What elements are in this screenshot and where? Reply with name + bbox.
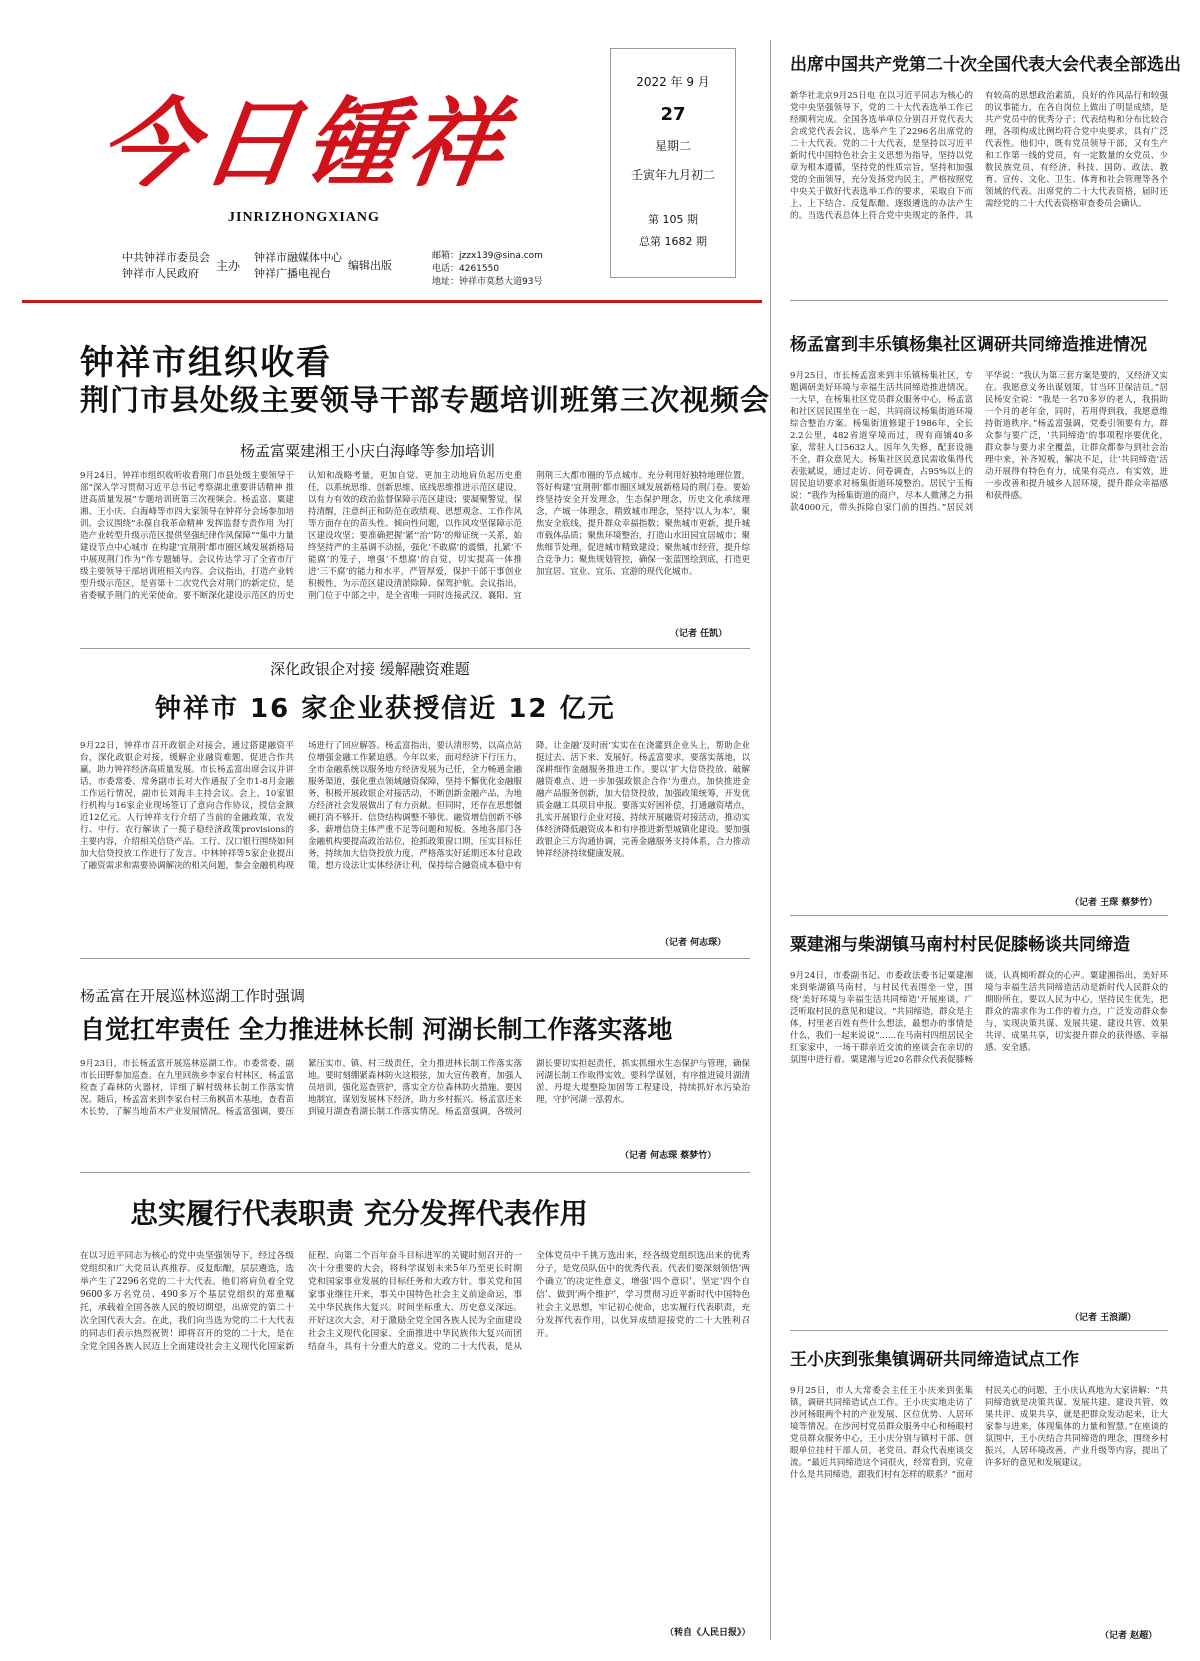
issue-weekday: 星期二 — [654, 139, 691, 153]
organizers — [122, 250, 392, 282]
publish-label: 编辑出版 — [348, 259, 393, 272]
issue-total: 总第 1682 期 — [639, 235, 707, 248]
right3-body: 9月24日，市委副书记、市委政法委书记粟建湘来到柴湖镇马南村，与村民代表围坐一堂，围绕‘美好环境与幸福生活共同缔造’开展座谈，广泛听取村民的意见和建议。“共同缔造，群众是主体，村里老百姓有些什么想法，最想办的事情是什么，我们一起来说说”……在马南村四组居民全红家家中，一场干群亲近交流的座谈会在亲切的氛围中进行着。粟建湘与近20名群众代表促膝畅谈，认真倾听群众的心声。粟建湘指出，美好环境与幸福生活共同缔造活动是新时代人民群众的期盼所在，要以人民为中心，坚持民生优先，把群众的需求作为工作的着力点，广泛发动群众参与，实现决策共谋、发展共建、建设共管、效果共评、成果共享，切实提升群众的获得感、幸福感、安全感。 — [790, 971, 1168, 1065]
article3-kicker: 杨孟富在开展巡林巡湖工作时强调 — [80, 987, 306, 1005]
right2-body: 9月25日，市长杨孟富来到丰乐镇杨集社区，专题调研美好环境与幸福生活共同缔造推进情况。一大早，在杨集社区党员群众服务中心，杨孟富和社区居民围坐在一起，共同商议杨集街道环境综合整治方案。杨集街道修建于1986年，全长2.2公里，482省道穿境而过，现有商铺40多家，常驻人口5632人。因年久失修，配套设施不全，群众意见大。杨集社区民意民需收集得代表张斌说，通过走访、问卷调查，占95%以上的居民迫切要求对杨集街道环境整治。居民宁玉梅说：“我作为杨集街道的商户，尽本人微薄之力捐款4000元，带头拆除自家门前的围挡。”居民刘平华说：“我认为第三套方案是要的，又经济又实在。我愿意义务出谋划策，甘当环卫保洁员。”居民杨安全说：“我是一名70多岁的老人，我捐助一个月的老年金，同时，若用得到我，我愿意维持街道秩序。”杨孟富强调，党委引领要有力，群众参与要广泛，‘共同缔造’的事项程序要优化，群众参与要力求全覆盖，让群众都参与到社会治理中来，补齐短板，解决不足，让‘共同缔造’活动开展得有特色有力，成果有亮点、有实效，进一步改善和提升城乡人居环境，提升群众幸福感和获得感。 — [790, 371, 1168, 513]
contact-address: 地址：钟祥市莫愁大道93号 — [432, 277, 543, 287]
right3-reporter: （记者 王浪湖） — [1070, 1313, 1137, 1323]
article2-reporter: （记者 何志琛） — [660, 938, 727, 948]
divider-1 — [80, 648, 750, 649]
contact-phone: 电话：4261550 — [432, 264, 500, 274]
right4-title: 王小庆到张集镇调研共同缔造试点工作 — [790, 1350, 1079, 1370]
article1-body: 9月24日，钟祥市组织收听收看荆门市县处级主要领导干部“深入学习贯彻习近平总书记考察湖北重要讲话精神 推进高质量发展”专题培训班第三次视频会。杨孟富、粟建湘、王小庆、白海峰等市四大家领导在钟祥分会场参加培训。会议围绕“永葆自我革命精神 发挥监督专责作用 为打造产业转型升级示范区提供坚强纪律作风保障”“集中力量建设节点中心城市 在构建‘宜荆荆’都市圈区域发展新格局中展现荆门作为”作专题辅导。会议传达学习了全省市厅级主要领导干部培训班相关内容。会议指出，打造产业转型升级示范区，是省第十二次党代会对荆门的新定位，是省委赋予荆门的光荣使命。要不断深化建设示范区的历史认知和战略考量，更加自觉、更加主动地肩负起历史重任，以系统思维、创新思维、底线思维推进示范区建设，以有力有效的政治监督保障示范区建设；要凝聚警觉，保持清醒，注意纠正和防范在政绩观、思想观念、工作作风等方面存在的苗头性、倾向性问题，以作风攻坚保障示范区建设攻坚；要准确把握‘紧’‘治’‘防’的辩证统一关系，始终坚持严的主基调不动摇，强化‘不敢腐’的震慑，扎紧‘不能腐’的笼子，增强‘不想腐’的自觉，切实提高一体推进‘三不腐’的能力和水平，严管厚爱，保护干部干事创业积极性，为示范区建设清淤除障、保驾护航。会议指出，荆门位于中部之中，是全省唯一同时连接武汉、襄阳、宜荆荆三大都市圈的节点城市。充分利用好独特地理位置，答好构建‘宜荆荆’都市圈区域发展新格局的荆门卷。要始终坚持安全开发理念，生态保护理念，历史文化承续理念，产城一体理念，精致城市理念，坚持‘以人为本’，聚焦安全底线，提升群众幸福指数；聚焦城市更新，提升城市载体品质；聚焦环境整治，打造山水田园宜居城市；聚焦细节处理，促进城市精致建设；聚焦城市经营，提升综合竞争力；聚焦规划管控，确保一张蓝图绘到底，打造更加宜居、宜业、宜乐、宜游的现代化城市。 — [80, 471, 750, 601]
right-divider-2 — [790, 915, 1168, 916]
right4-reporter: （记者 赵超） — [1100, 1631, 1158, 1641]
article1-subtitle: 杨孟富粟建湘王小庆白海峰等参加培训 — [240, 442, 496, 460]
article3-body: 9月23日，市长杨孟富开展巡林巡湖工作。市委常委、副市长田野参加巡查。在九里回族乡李家台村林区，杨孟富检查了森林防火器材，详细了解村级林长制工作落实情况。随后，杨孟富来到李家台村三角枫苗木基地，查看苗木长势，了解当地苗木产业发展情况。杨孟富强调，要压紧压实市、镇、村三级责任，全力推进林长制工作落实落地。要时刻绷紧森林防火这根弦，加大宣传教育，加强人员培训，强化巡查管护，落实全方位森林防火措施。要因地制宜，谋划发展林下经济，助力乡村振兴。杨孟富还来到镜月湖查看湖长制工作落实情况。杨孟富强调，各级河湖长要切实担起责任，抓实抓细水生态保护与管理，确保河湖长制工作取得实效。要科学谋划，有序推进镜月湖清淤、丹堤大堤整险加固等工程建设，持续抓好水污染治理，守护河湖一泓碧水。 — [80, 1059, 750, 1117]
logo-pinyin: JINRIZHONGXIANG — [228, 210, 380, 225]
right-divider-1 — [790, 300, 1168, 301]
right1-title: 出席中国共产党第二十次全国代表大会代表全部选出 — [790, 55, 1181, 75]
contact-info — [432, 250, 543, 289]
issue-day: 27 — [660, 104, 686, 125]
article4-title: 忠实履行代表职责 充分发挥代表作用 — [130, 1197, 588, 1230]
article4-body: 在以习近平同志为核心的党中央坚强领导下，经过各级党组织和广大党员认真推荐、反复酝酿，层层遴选，选举产生了2296名党的二十大代表。他们将肩负着全党9600多万名党员、490多万个基层党组织的郑重嘱托，承载着全国各族人民的殷切期望，出席党的第二十次全国代表大会。在此，我们向当选为党的二十大代表的同志们表示热烈祝贺！即将召开的党的二十大，是在全党全国各族人民迈上全面建设社会主义现代化国家新征程、向第二个百年奋斗目标进军的关键时刻召开的一次十分重要的大会，将科学谋划未来5年乃至更长时期党和国家事业发展的目标任务和大政方针。事关党和国家事业继往开来，事关中国特色社会主义前途命运，事关中华民族伟大复兴。时间坐标重大、历史意义深远。开好这次大会，对于激励全党全国各族人民为全面建设社会主义现代化国家、全面推进中华民族伟大复兴而团结奋斗，具有十分重大的意义。党的二十大代表，是从全体党员中千挑万选出来，经各级党组织选出来的优秀分子，是党员队伍中的优秀代表。代表们要深刻领悟‘两个确立’的决定性意义，增强‘四个意识’、坚定‘四个自信’、做到‘两个维护’，学习贯彻习近平新时代中国特色社会主义思想，牢记初心使命，忠实履行代表职责，充分发挥代表作用，以优异成绩迎接党的二十大胜利召开。 — [80, 1251, 750, 1352]
article1-title-line1: 钟祥市组织收看 — [80, 343, 332, 383]
article1-title-line2: 荆门市县处级主要领导干部专题培训班第三次视频会 — [80, 383, 771, 417]
right-divider-3 — [790, 1330, 1168, 1331]
newspaper-logo: 今日锺祥 — [93, 87, 517, 200]
masthead-rule — [22, 300, 762, 303]
article2-title: 钟祥市 16 家企业获授信近 12 亿元 — [155, 694, 616, 724]
article4-source: （转自《人民日报》） — [665, 1628, 751, 1638]
issue-number: 第 105 期 — [648, 213, 698, 226]
issue-lunar: 壬寅年九月初二 — [630, 168, 715, 182]
divider-3 — [80, 1172, 750, 1173]
column-divider — [770, 40, 771, 1640]
article2-kicker: 深化政银企对接 缓解融资难题 — [270, 660, 470, 678]
right2-title: 杨孟富到丰乐镇杨集社区调研共同缔造推进情况 — [790, 335, 1147, 355]
organizer-2: 钟祥市人民政府 — [122, 267, 199, 280]
article3-reporter: （记者 何志琛 蔡梦竹） — [620, 1151, 717, 1161]
article2-body: 9月22日，钟祥市召开政银企对接会，通过搭建融资平台，深化政银企对接，缓解企业融资难题，促进合作共赢，助力钟祥经济高质量发展。市长杨孟富出席会议并讲话，市委常委、常务副市长对大作通报了全市1-8月金融工作运行情况，副市长刘海丰主持会议。会上，10家银行机构与16家企业现场签订了意向合作协议，授信金额近12亿元。人行钟祥支行介绍了当前的金融政策，农发行、中行、农行解读了一揽子稳经济政策provisions的主要内容，介绍相关信贷产品。工行、汉口银行围绕如何加大信贷投放工作进行了发言。中林钟祥等5家企业提出了融资需求和需要协调解决的相关问题，参会金融机构现场进行了回应解答。杨孟富指出，要认清形势，以高点站位增强金融工作紧迫感。今年以来，面对经济下行压力，全市金融系统以服务地方经济发展为己任，全力畅通金融服务渠道，强化重点领域融资保障，坚持不懈优化金融服务，积极开展政银企对接活动，不断创新金融产品，为地方经济社会发展做出了有力贡献。但同时，还存在思想僵硬打消不够开、信贷结构调整不够优、融资增信创新不够多、薪增信贷主体严重不足等问题和短板。各地各部门各金融机构要提高政治站位，抢抓政策窗口期，压实目标任务，持续加大信贷投放力度，严格落实好延期还本付息政策，想方设法让实体经济让利，保持综合融资成本稳中有降，让金融‘及时雨’实实在在浇灌到企业头上，帮助企业挺过去、活下来、发展好。杨孟富要求，要落实落地，以深耕细作金融服务推进工作。要以‘扩大信贷投放、破解融资难点、进一步加强政银企合作’为重点，加快推进金融产品服务创新，加大信贷投放，加强政策统筹，开发优质金融工具项目申报。要落实好困补偿，打通融资堵点，扎实开展银行企业对接，持续开展融资对接活动，推动实体经济降低融资成本和有序推进新型城镇化建设。要加强政银企三方沟通协调，完善金融服务支持体系，合力推动钟祥经济持续健康发展。 — [80, 741, 750, 871]
publisher-1: 钟祥市融媒体中心 — [254, 251, 343, 264]
article3-title: 自觉扛牢责任 全力推进林长制 河湖长制工作落实落地 — [80, 1015, 673, 1044]
issue-date: 2022 年 9 月 — [636, 75, 710, 89]
right2-reporter: （记者 王琛 蔡梦竹） — [1070, 898, 1158, 908]
organizer-1: 中共钟祥市委员会 — [122, 251, 210, 264]
contact-email: 邮箱：jzzx139@sina.com — [432, 251, 543, 261]
zhuban-label: 主办 — [216, 259, 241, 273]
date-box — [610, 48, 736, 278]
divider-2 — [80, 958, 750, 959]
right3-title: 粟建湘与柴湖镇马南村村民促膝畅谈共同缔造 — [790, 935, 1130, 955]
right1-body: 新华社北京9月25日电 在以习近平同志为核心的党中央坚强领导下，党的二十大代表选举工作已经顺利完成。全国各选举单位分别召开党代表大会或党代表会议，选举产生了2296名出席党的二十大代表。党的二十大代表，是坚持以习近平新时代中国特色社会主义思想为指导，坚持以党章为根本遵循，坚持党的性质宗旨，坚持和加强党的全面领导，充分发扬党内民主，严格按照党中央关于做好代表选举工作的要求，采取自下而上、上下结合、反复酝酿、逐级遴选的办法产生的。当选代表总体上符合党中央规定的条件，具有较高的思想政治素质，良好的作风品行和较强的议事能力，在各自岗位上做出了明显成绩，是共产党员中的优秀分子；代表结构和分布比较合理，各项构成比例均符合党中央要求，具有广泛代表性。他们中，既有党员领导干部，又有生产和工作第一线的党员，有一定数量的女党员、少数民族党员，有经济、科技、国防、政法、教育、宣传、文化、卫生、体育和社会管理等各个领域的代表。出席党的二十大代表资格，届时还需经党的二十大代表资格审查委员会确认。 — [790, 91, 1168, 221]
right4-body: 9月25日，市人大常委会主任王小庆来到张集镇，调研共同缔造试点工作。王小庆实地走访了沙河杨眼两个村的产业发展、区位优势、人居环境等情况。在沙河村党员群众服务中心和杨眼村党员群众服务中心，王小庆分别与镇村干部、创眼单位挂村干部人员，老党员、群众代表座谈交流。“最近共同缔造这个词很火，经常看到，究竟什么是共同缔造，跟我们村有怎样的联系？”面对村民关心的问题，王小庆认真地为大家讲解：“共同缔造就是决策共谋、发展共建、建设共管、效果共评、成果共享，就是把群众发动起来，让大家参与进来，体现集体的力量和智慧。”在座谈的氛围中，王小庆结合共同缔造的理念，围绕乡村振兴，人居环境改善，产业升级等内容，提出了许多好的意见和发展建议。 — [790, 1386, 1168, 1480]
publisher-2: 钟祥广播电视台 — [254, 267, 332, 280]
article1-reporter: （记者 任凯） — [670, 629, 728, 639]
